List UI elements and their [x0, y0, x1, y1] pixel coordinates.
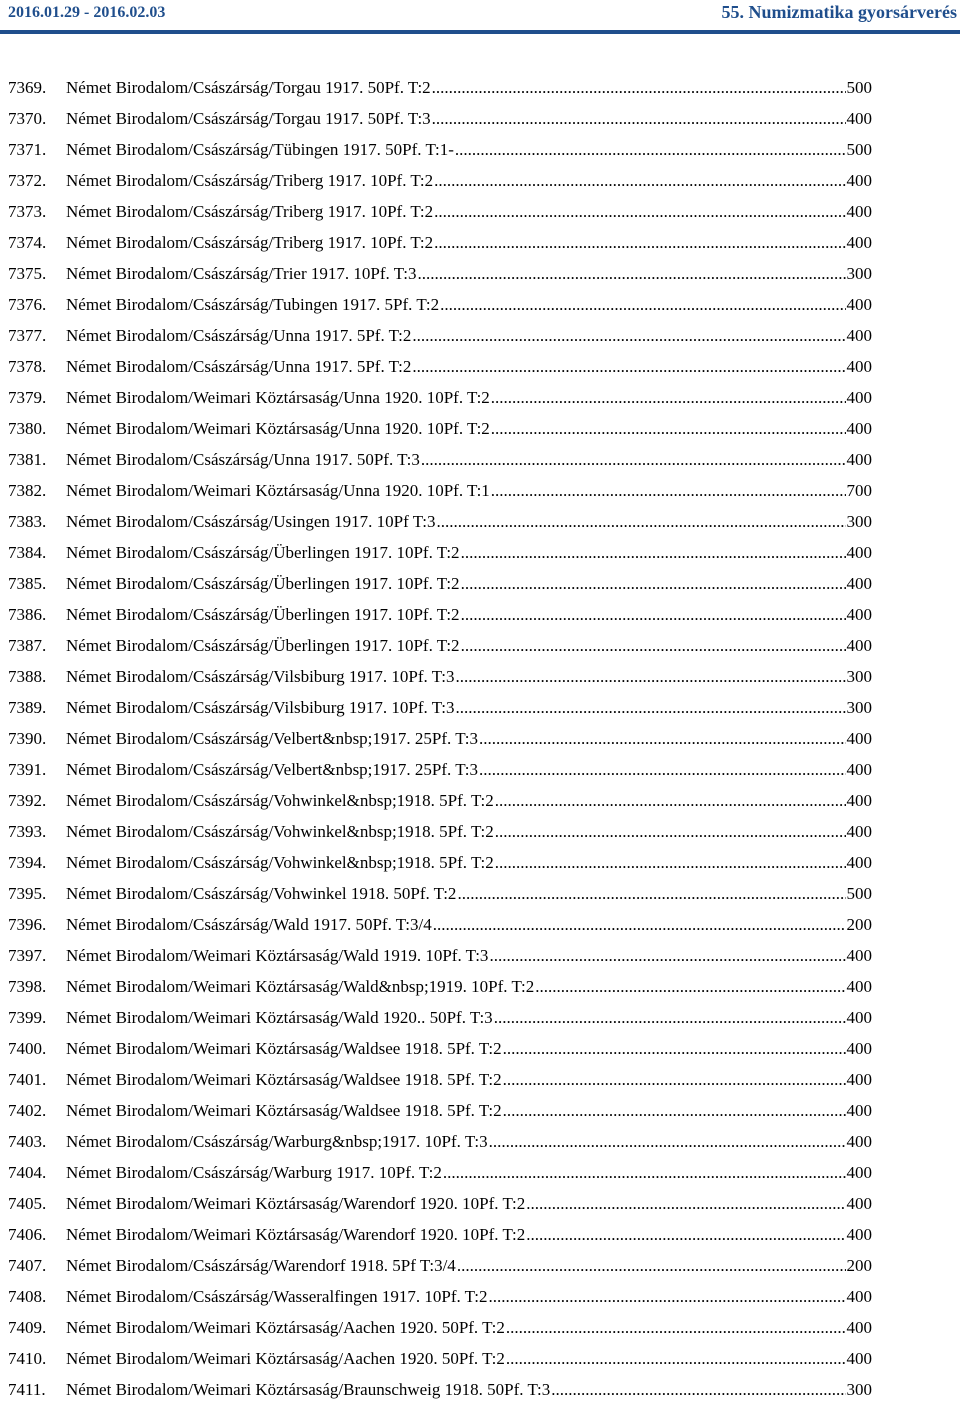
- lot-number: 7370.: [8, 109, 47, 128]
- lot-row: [8, 1126, 872, 1157]
- dot-leader: [461, 568, 846, 599]
- lot-number: 7395.: [8, 884, 47, 903]
- lot-number: 7383.: [8, 512, 47, 531]
- lot-number: 7411.: [8, 1380, 46, 1399]
- lot-starting-price: 300: [846, 264, 872, 283]
- lot-row: [8, 382, 872, 413]
- lot-starting-price: 400: [846, 1008, 872, 1027]
- header-divider: [0, 30, 960, 34]
- dot-leader: [488, 1281, 845, 1312]
- lot-row: [8, 1064, 872, 1095]
- dot-leader: [506, 1312, 846, 1343]
- lot-number: 7400.: [8, 1039, 47, 1058]
- lot-starting-price: 500: [846, 78, 872, 97]
- lot-starting-price: 400: [846, 729, 872, 748]
- lot-description: Német Birodalom/Weimari Köztársaság/Braunschweig 1918. 50Pf. T:3: [66, 1380, 551, 1399]
- lot-starting-price: 400: [846, 109, 872, 128]
- lot-starting-price: 300: [846, 512, 872, 531]
- lot-number: 7382.: [8, 481, 47, 500]
- dot-leader: [491, 413, 846, 444]
- lot-starting-price: 400: [846, 946, 872, 965]
- lot-number: 7403.: [8, 1132, 47, 1151]
- lot-row: [8, 599, 872, 630]
- dot-leader: [455, 661, 845, 692]
- lot-starting-price: 400: [846, 636, 872, 655]
- dot-leader: [455, 692, 845, 723]
- lot-starting-price: 300: [846, 1380, 872, 1399]
- lot-description: Német Birodalom/Császárság/Vilsbiburg 1917. 10Pf. T:3: [66, 667, 455, 686]
- lot-row: [8, 1312, 872, 1343]
- dot-leader: [436, 506, 845, 537]
- lot-number: 7406.: [8, 1225, 47, 1244]
- lot-number: 7372.: [8, 171, 47, 190]
- lot-description: Német Birodalom/Császárság/Warendorf 1918. 5Pf T:3/4: [66, 1256, 456, 1275]
- lot-row: [8, 816, 872, 847]
- lot-description: Német Birodalom/Weimari Köztársaság/Wald 1919. 10Pf. T:3: [66, 946, 489, 965]
- lot-description: Német Birodalom/Weimari Köztársaság/Warendorf 1920. 10Pf. T:2: [66, 1194, 526, 1213]
- lot-description: Német Birodalom/Császárság/Warburg&nbsp;1917. 10Pf. T:3: [66, 1132, 488, 1151]
- lot-starting-price: 400: [846, 1070, 872, 1089]
- lot-row: [8, 692, 872, 723]
- lot-description: Német Birodalom/Weimari Köztársaság/Warendorf 1920. 10Pf. T:2: [66, 1225, 526, 1244]
- lot-row: [8, 134, 872, 165]
- lot-row: [8, 754, 872, 785]
- lot-starting-price: 400: [846, 1163, 872, 1182]
- lot-row: [8, 1250, 872, 1281]
- lot-description: Német Birodalom/Császárság/Unna 1917. 50Pf. T:3: [66, 450, 420, 469]
- lot-starting-price: 400: [846, 357, 872, 376]
- dot-leader: [503, 1064, 846, 1095]
- lot-description: Német Birodalom/Weimari Köztársaság/Waldsee 1918. 5Pf. T:2: [66, 1070, 502, 1089]
- lot-number: 7388.: [8, 667, 47, 686]
- lot-number: 7386.: [8, 605, 47, 624]
- dot-leader: [412, 351, 845, 382]
- lot-list: [8, 72, 872, 1405]
- lot-row: [8, 196, 872, 227]
- lot-number: 7381.: [8, 450, 47, 469]
- lot-row: [8, 878, 872, 909]
- auction-date-range: 2016.01.29 - 2016.02.03: [8, 4, 166, 21]
- lot-description: Német Birodalom/Császárság/Vohwinkel&nbsp;1918. 5Pf. T:2: [66, 791, 494, 810]
- dot-leader: [491, 382, 846, 413]
- lot-description: Német Birodalom/Weimari Köztársaság/Unna 1920. 10Pf. T:1: [66, 481, 490, 500]
- lot-starting-price: 400: [846, 202, 872, 221]
- lot-row: [8, 1188, 872, 1219]
- lot-row: [8, 1281, 872, 1312]
- lot-row: [8, 909, 872, 940]
- auction-title: 55. Numizmatika gyorsárverés: [721, 2, 957, 22]
- lot-description: Német Birodalom/Weimari Köztársaság/Wald&nbsp;1919. 10Pf. T:2: [66, 977, 535, 996]
- lot-row: [8, 289, 872, 320]
- page-header: [0, 0, 960, 34]
- lot-number: 7373.: [8, 202, 47, 221]
- lot-starting-price: 400: [846, 1194, 872, 1213]
- lot-number: 7410.: [8, 1349, 47, 1368]
- lot-description: Német Birodalom/Császárság/Vohwinkel&nbsp;1918. 5Pf. T:2: [66, 822, 494, 841]
- dot-leader: [495, 816, 846, 847]
- lot-row: [8, 1157, 872, 1188]
- lot-description: Német Birodalom/Weimari Köztársaság/Unna 1920. 10Pf. T:2: [66, 419, 490, 438]
- lot-number: 7371.: [8, 140, 47, 159]
- lot-description: Német Birodalom/Császárság/Velbert&nbsp;1917. 25Pf. T:3: [66, 729, 478, 748]
- lot-number: 7407.: [8, 1256, 47, 1275]
- lot-row: [8, 1002, 872, 1033]
- lot-row: [8, 444, 872, 475]
- dot-leader: [455, 134, 846, 165]
- lot-starting-price: 500: [846, 884, 872, 903]
- lot-row: [8, 1343, 872, 1374]
- lot-row: [8, 847, 872, 878]
- lot-starting-price: 400: [846, 233, 872, 252]
- lot-starting-price: 300: [846, 698, 872, 717]
- lot-number: 7389.: [8, 698, 47, 717]
- lot-description: Német Birodalom/Weimari Köztársaság/Unna 1920. 10Pf. T:2: [66, 388, 490, 407]
- lot-row: [8, 971, 872, 1002]
- dot-leader: [494, 1002, 846, 1033]
- lot-starting-price: 400: [846, 326, 872, 345]
- lot-description: Német Birodalom/Weimari Köztársaság/Aachen 1920. 50Pf. T:2: [66, 1349, 505, 1368]
- dot-leader: [551, 1374, 845, 1405]
- lot-number: 7402.: [8, 1101, 47, 1120]
- dot-leader: [479, 754, 846, 785]
- dot-leader: [526, 1219, 845, 1250]
- dot-leader: [412, 320, 845, 351]
- lot-number: 7384.: [8, 543, 47, 562]
- lot-row: [8, 351, 872, 382]
- lot-row: [8, 258, 872, 289]
- lot-number: 7392.: [8, 791, 47, 810]
- lot-description: Német Birodalom/Weimari Köztársaság/Aachen 1920. 50Pf. T:2: [66, 1318, 505, 1337]
- dot-leader: [433, 909, 846, 940]
- lot-starting-price: 400: [846, 1132, 872, 1151]
- lot-description: Német Birodalom/Császárság/Vohwinkel&nbsp;1918. 5Pf. T:2: [66, 853, 494, 872]
- dot-leader: [417, 258, 845, 289]
- lot-description: Német Birodalom/Császárság/Überlingen 1917. 10Pf. T:2: [66, 636, 460, 655]
- lot-starting-price: 400: [846, 450, 872, 469]
- lot-row: [8, 1033, 872, 1064]
- lot-starting-price: 400: [846, 1318, 872, 1337]
- lot-description: Német Birodalom/Weimari Köztársaság/Waldsee 1918. 5Pf. T:2: [66, 1039, 502, 1058]
- lot-description: Német Birodalom/Császárság/Trier 1917. 10Pf. T:3: [66, 264, 417, 283]
- dot-leader: [461, 630, 846, 661]
- dot-leader: [489, 1126, 846, 1157]
- lot-row: [8, 568, 872, 599]
- dot-leader: [491, 475, 846, 506]
- lot-row: [8, 1095, 872, 1126]
- dot-leader: [526, 1188, 845, 1219]
- lot-starting-price: 500: [846, 140, 872, 159]
- lot-starting-price: 700: [846, 481, 872, 500]
- lot-description: Német Birodalom/Császárság/Triberg 1917. 10Pf. T:2: [66, 171, 434, 190]
- lot-description: Német Birodalom/Weimari Köztársaság/Wald 1920.. 50Pf. T:3: [66, 1008, 493, 1027]
- lot-row: [8, 661, 872, 692]
- lot-description: Német Birodalom/Weimari Köztársaság/Waldsee 1918. 5Pf. T:2: [66, 1101, 502, 1120]
- lot-number: 7380.: [8, 419, 47, 438]
- lot-starting-price: 200: [846, 1256, 872, 1275]
- lot-description: Német Birodalom/Császárság/Unna 1917. 5Pf. T:2: [66, 357, 412, 376]
- lot-number: 7387.: [8, 636, 47, 655]
- lot-row: [8, 165, 872, 196]
- lot-number: 7379.: [8, 388, 47, 407]
- dot-leader: [421, 444, 846, 475]
- dot-leader: [457, 878, 845, 909]
- lot-row: [8, 72, 872, 103]
- dot-leader: [495, 785, 846, 816]
- lot-row: [8, 785, 872, 816]
- lot-number: 7369.: [8, 78, 47, 97]
- lot-row: [8, 320, 872, 351]
- lot-description: Német Birodalom/Császárság/Überlingen 1917. 10Pf. T:2: [66, 543, 460, 562]
- lot-description: Német Birodalom/Császárság/Überlingen 1917. 10Pf. T:2: [66, 574, 460, 593]
- dot-leader: [434, 227, 845, 258]
- dot-leader: [434, 165, 845, 196]
- dot-leader: [479, 723, 846, 754]
- lot-number: 7391.: [8, 760, 47, 779]
- lot-starting-price: 400: [846, 295, 872, 314]
- lot-starting-price: 400: [846, 574, 872, 593]
- lot-number: 7393.: [8, 822, 47, 841]
- lot-row: [8, 475, 872, 506]
- lot-description: Német Birodalom/Császárság/Warburg 1917. 10Pf. T:2: [66, 1163, 442, 1182]
- lot-description: Német Birodalom/Császárság/Unna 1917. 5Pf. T:2: [66, 326, 412, 345]
- lot-row: [8, 1374, 872, 1405]
- lot-starting-price: 400: [846, 853, 872, 872]
- lot-starting-price: 300: [846, 667, 872, 686]
- dot-leader: [535, 971, 845, 1002]
- lot-description: Német Birodalom/Császárság/Überlingen 1917. 10Pf. T:2: [66, 605, 460, 624]
- lot-starting-price: 400: [846, 1287, 872, 1306]
- lot-description: Német Birodalom/Császárság/Usingen 1917. 10Pf T:3: [66, 512, 436, 531]
- lot-row: [8, 413, 872, 444]
- lot-row: [8, 506, 872, 537]
- lot-number: 7390.: [8, 729, 47, 748]
- lot-starting-price: 400: [846, 171, 872, 190]
- lot-starting-price: 400: [846, 1039, 872, 1058]
- lot-row: [8, 103, 872, 134]
- lot-number: 7385.: [8, 574, 47, 593]
- dot-leader: [457, 1250, 846, 1281]
- lot-number: 7405.: [8, 1194, 47, 1213]
- lot-description: Német Birodalom/Császárság/Vilsbiburg 1917. 10Pf. T:3: [66, 698, 455, 717]
- dot-leader: [461, 537, 846, 568]
- lot-description: Német Birodalom/Császárság/Tübingen 1917. 50Pf. T:1-: [66, 140, 454, 159]
- lot-row: [8, 1219, 872, 1250]
- dot-leader: [461, 599, 846, 630]
- lot-number: 7404.: [8, 1163, 47, 1182]
- lot-row: [8, 227, 872, 258]
- dot-leader: [503, 1033, 846, 1064]
- lot-description: Német Birodalom/Császárság/Triberg 1917. 10Pf. T:2: [66, 202, 434, 221]
- lot-number: 7374.: [8, 233, 47, 252]
- lot-starting-price: 400: [846, 605, 872, 624]
- lot-row: [8, 723, 872, 754]
- lot-starting-price: 400: [846, 977, 872, 996]
- lot-description: Német Birodalom/Császárság/Wasseralfingen 1917. 10Pf. T:2: [66, 1287, 488, 1306]
- lot-number: 7408.: [8, 1287, 47, 1306]
- lot-description: Német Birodalom/Császárság/Triberg 1917. 10Pf. T:2: [66, 233, 434, 252]
- dot-leader: [443, 1157, 846, 1188]
- lot-description: Német Birodalom/Császárság/Tubingen 1917. 5Pf. T:2: [66, 295, 440, 314]
- lot-number: 7377.: [8, 326, 47, 345]
- lot-number: 7396.: [8, 915, 47, 934]
- lot-starting-price: 400: [846, 388, 872, 407]
- dot-leader: [495, 847, 846, 878]
- lot-number: 7409.: [8, 1318, 47, 1337]
- lot-starting-price: 400: [846, 791, 872, 810]
- dot-leader: [432, 103, 846, 134]
- dot-leader: [434, 196, 845, 227]
- lot-number: 7399.: [8, 1008, 47, 1027]
- lot-description: Német Birodalom/Császárság/Wald 1917. 50Pf. T:3/4: [66, 915, 432, 934]
- lot-description: Német Birodalom/Császárság/Torgau 1917. 50Pf. T:3: [66, 109, 431, 128]
- lot-number: 7378.: [8, 357, 47, 376]
- lot-row: [8, 630, 872, 661]
- lot-starting-price: 400: [846, 1349, 872, 1368]
- lot-number: 7394.: [8, 853, 47, 872]
- lot-starting-price: 400: [846, 1101, 872, 1120]
- lot-description: Német Birodalom/Császárság/Vohwinkel 1918. 50Pf. T:2: [66, 884, 457, 903]
- lot-number: 7401.: [8, 1070, 47, 1089]
- lot-number: 7375.: [8, 264, 47, 283]
- lot-row: [8, 537, 872, 568]
- lot-starting-price: 400: [846, 760, 872, 779]
- lot-starting-price: 200: [846, 915, 872, 934]
- lot-number: 7376.: [8, 295, 47, 314]
- dot-leader: [432, 72, 846, 103]
- dot-leader: [503, 1095, 846, 1126]
- dot-leader: [506, 1343, 846, 1374]
- lot-description: Német Birodalom/Császárság/Velbert&nbsp;1917. 25Pf. T:3: [66, 760, 478, 779]
- lot-number: 7397.: [8, 946, 47, 965]
- lot-starting-price: 400: [846, 419, 872, 438]
- lot-starting-price: 400: [846, 1225, 872, 1244]
- lot-starting-price: 400: [846, 543, 872, 562]
- dot-leader: [440, 289, 845, 320]
- lot-starting-price: 400: [846, 822, 872, 841]
- lot-number: 7398.: [8, 977, 47, 996]
- dot-leader: [489, 940, 845, 971]
- lot-row: [8, 940, 872, 971]
- lot-description: Német Birodalom/Császárság/Torgau 1917. 50Pf. T:2: [66, 78, 431, 97]
